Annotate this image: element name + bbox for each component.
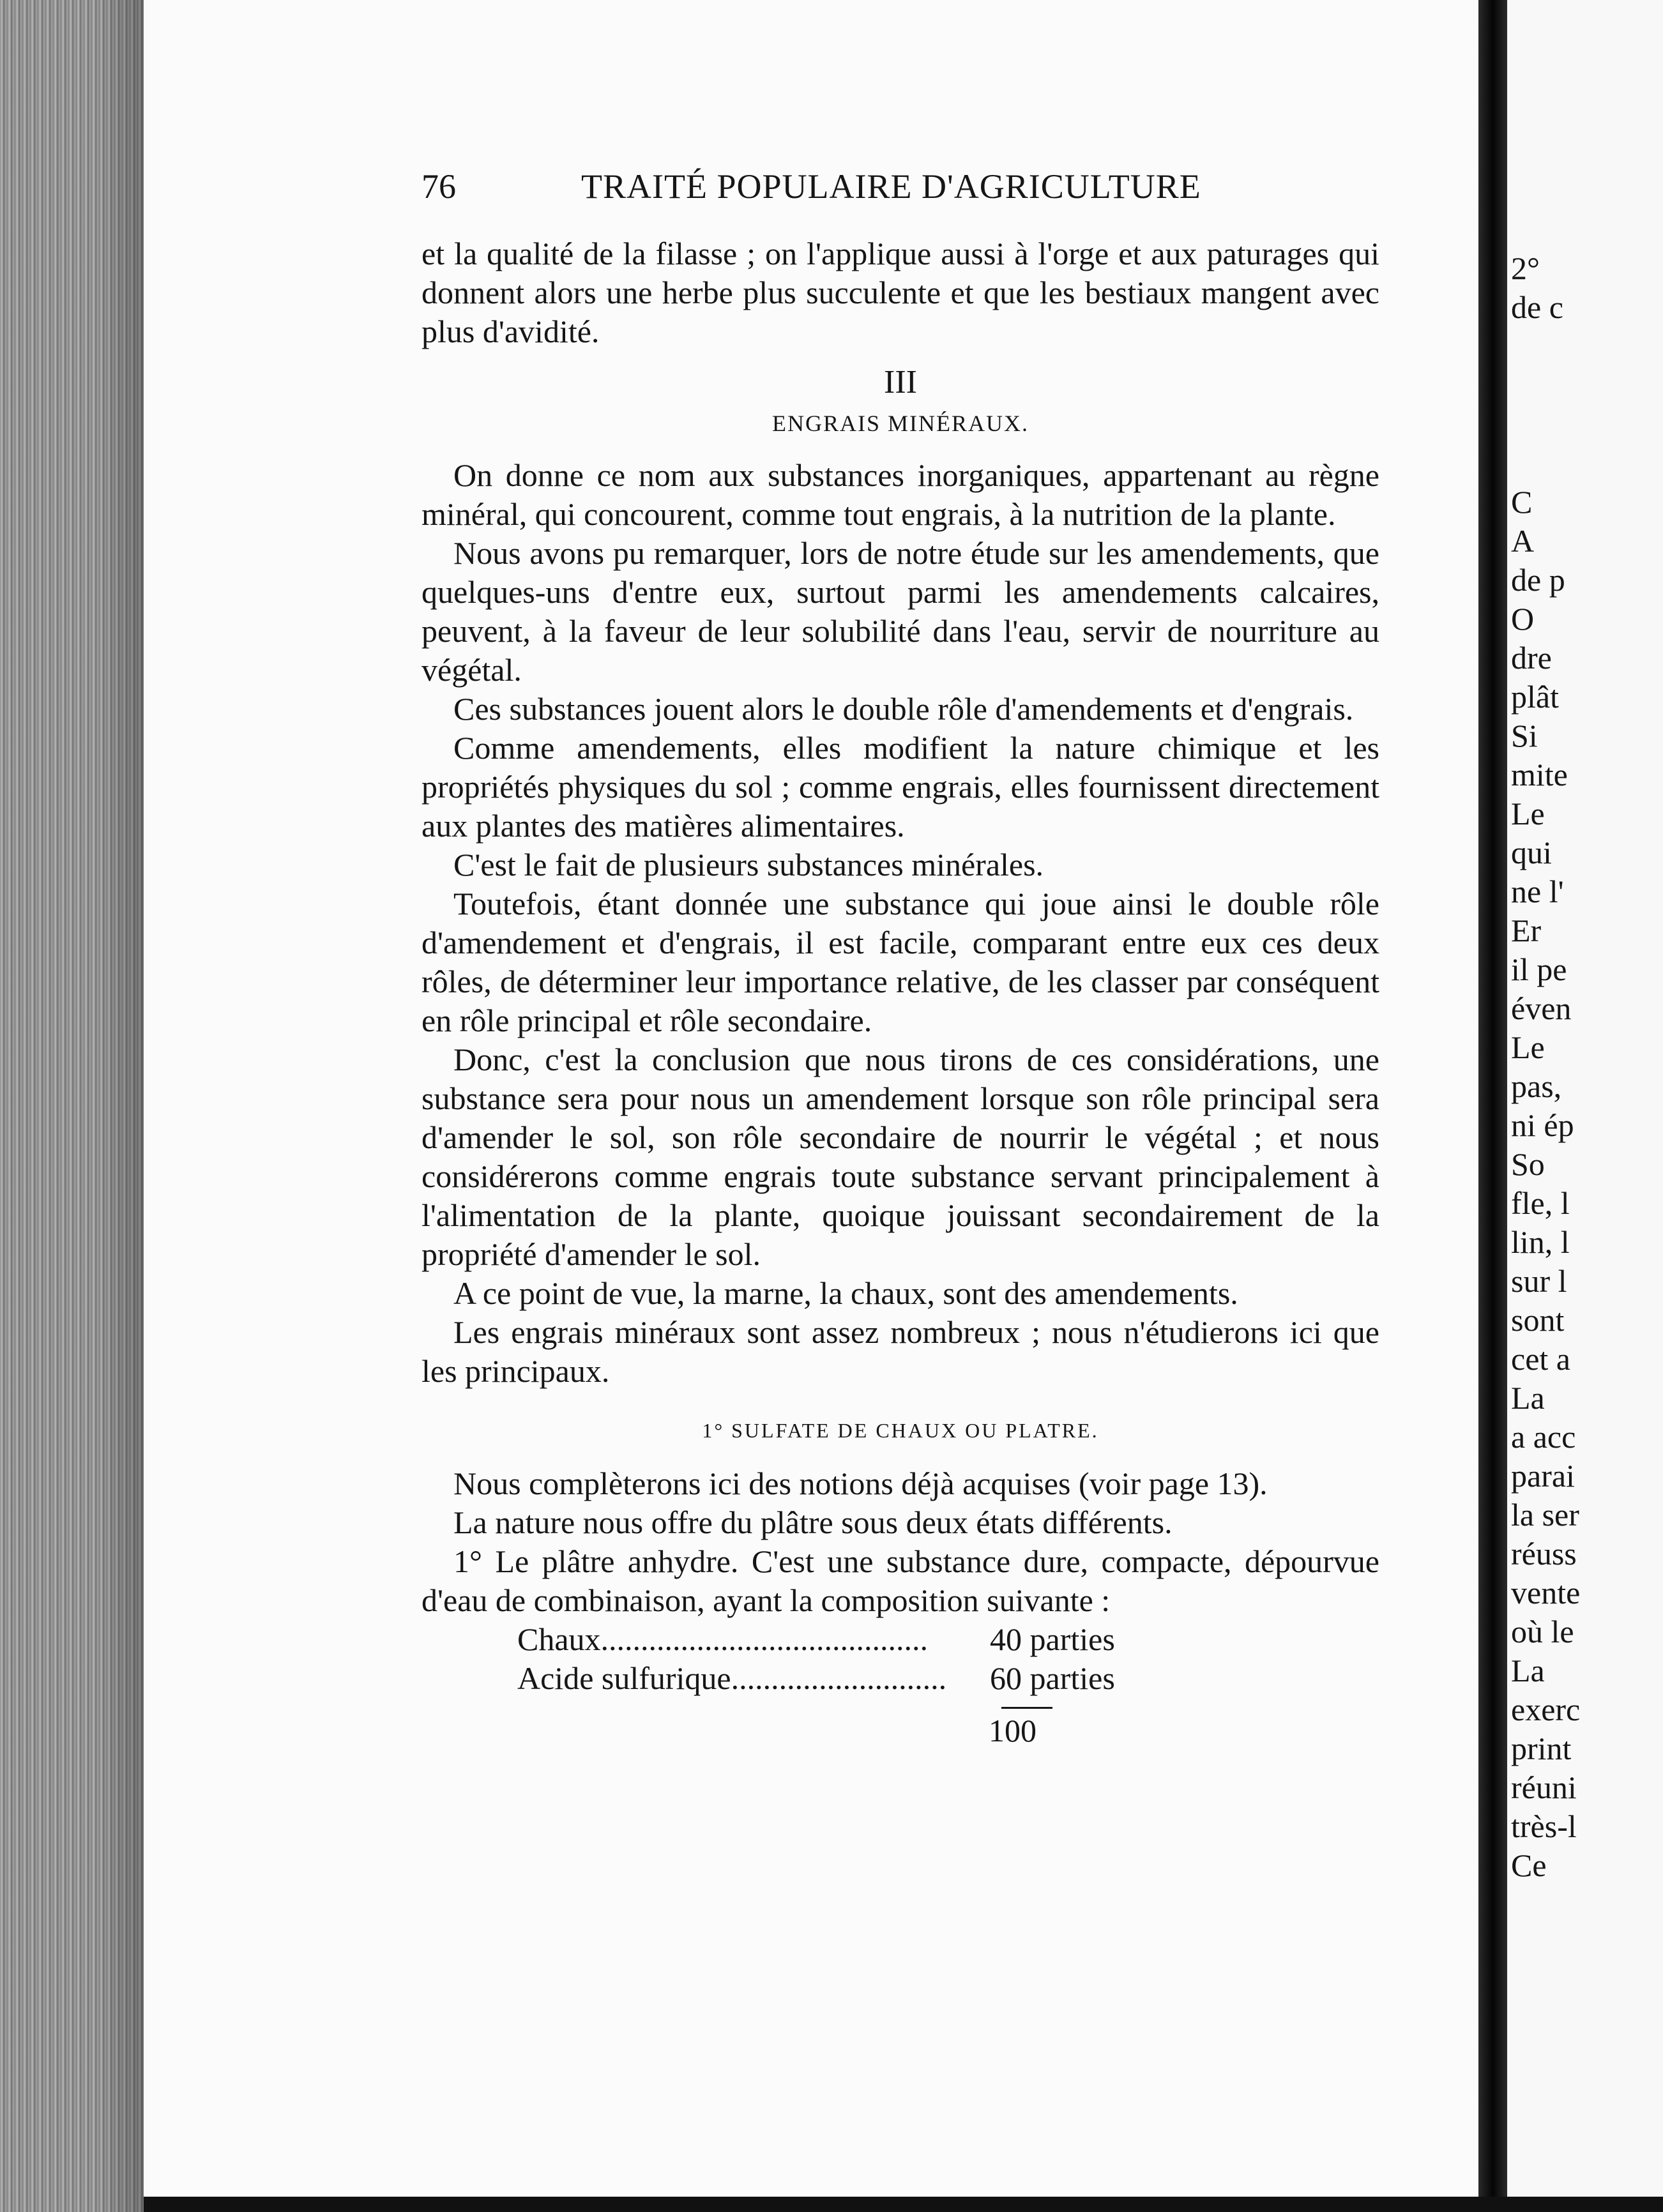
composition-row [517, 1620, 1379, 1659]
right-page-line: fle, l [1511, 1185, 1570, 1221]
right-page-line: La [1511, 1653, 1545, 1688]
right-page-line: ni ép [1511, 1107, 1574, 1143]
paragraph: et la qualité de la filasse ; on l'applique aussi à l'orge et aux paturages qui donnent alors une herbe plus succulente et que les bestiaux mangent avec plus d'avidité. [421, 236, 1379, 349]
right-page-line: Ce [1511, 1847, 1547, 1883]
composition-label: Acide sulfurique........................... [517, 1660, 947, 1696]
composition-total: 100 [989, 1713, 1037, 1748]
right-page-line: sur l [1511, 1263, 1567, 1299]
page-gutter [1478, 0, 1507, 2212]
composition-table [517, 1620, 1379, 1698]
paragraph: Comme amendements, elles modifient la nature chimique et les propriétés physiques du sol ; comme engrais, elles fournissent directement aux plantes des matières alimentaires. [421, 730, 1379, 844]
right-page-line: exerc [1511, 1692, 1581, 1727]
right-page-line: Si [1511, 718, 1538, 754]
right-page-line: lin, l [1511, 1224, 1570, 1260]
right-page-line: a acc [1511, 1419, 1576, 1455]
right-page-line: réuni [1511, 1769, 1577, 1805]
right-page-line: La [1511, 1380, 1545, 1416]
right-page-line [1507, 444, 1663, 483]
paragraph: Donc, c'est la conclusion que nous tirons de ces considérations, une substance sera pour nous un amendement lorsque son rôle principal sera d'amender le sol, son rôle secondaire de nourrir le végétal ; et nous considérerons comme engrais toute substance servant principalement à l'alimentation de la plante, quoique jouissant secondairement de la propriété d'amender le sol. [421, 1042, 1379, 1272]
right-page-line: de c [1511, 289, 1563, 325]
right-page-line: A [1511, 523, 1535, 559]
right-page-line: parai [1511, 1458, 1575, 1494]
composition-row [517, 1659, 1379, 1698]
right-page-line: 2° [1511, 250, 1540, 286]
right-page-line: de p [1511, 562, 1565, 598]
right-page-line: réuss [1511, 1536, 1577, 1572]
right-page-lines [1507, 249, 1663, 1885]
right-page-line: vente [1511, 1575, 1581, 1610]
paragraph: On donne ce nom aux substances inorganiques, appartenant au règne minéral, qui concourent, comme tout engrais, à la nutrition de la plante. [421, 457, 1379, 532]
right-page-line [1507, 366, 1663, 405]
paragraph: Nous complèterons ici des notions déjà acquises (voir page 13). [453, 1466, 1268, 1501]
paragraphs-subsection [421, 1464, 1379, 1620]
right-page-fragment [1507, 0, 1663, 2197]
composition-value: 60 parties [990, 1660, 1115, 1696]
paragraph: A ce point de vue, la marne, la chaux, sont des amendements. [453, 1275, 1238, 1311]
right-page-line: Er [1511, 913, 1542, 948]
right-page-line: la ser [1511, 1497, 1579, 1533]
bottom-shadow [144, 2197, 1663, 2212]
right-page-line: sont [1511, 1302, 1565, 1338]
right-page-line: Le [1511, 1029, 1545, 1065]
paragraph: Les engrais minéraux sont assez nombreux ; nous n'étudierons ici que les principaux. [421, 1314, 1379, 1389]
body-text [421, 234, 1379, 1750]
right-page-line: très-l [1511, 1808, 1577, 1844]
paragraph: Ces substances jouent alors le double rôle d'amendements et d'engrais. [453, 691, 1354, 727]
running-head [421, 167, 1379, 212]
paragraph: 1° Le plâtre anhydre. C'est une substance dure, compacte, dépourvue d'eau de combinaison, ayant la composition suivante : [421, 1543, 1379, 1618]
right-page-line: qui [1511, 835, 1552, 870]
right-page-line: So [1511, 1146, 1545, 1182]
composition-value: 40 parties [990, 1621, 1115, 1657]
paragraph: Toutefois, étant donnée une substance qui joue ainsi le double rôle d'amendement et d'engrais, il est facile, comparant entre eux ces deux rôles, de déterminer leur importance relative, de les classer par conséquent en rôle principal et rôle secondaire. [421, 886, 1379, 1038]
right-page-line: où le [1511, 1614, 1574, 1649]
right-page-line: pas, [1511, 1068, 1562, 1104]
running-title: TRAITÉ POPULAIRE D'AGRICULTURE [581, 167, 1201, 206]
paragraphs-before [421, 234, 1379, 351]
right-page-line [1507, 327, 1663, 366]
paragraphs-section [421, 456, 1379, 1391]
right-page-line: Le [1511, 796, 1545, 831]
right-page-line: il pe [1511, 951, 1567, 987]
right-page-line: ne l' [1511, 874, 1564, 909]
subsection-title: 1° SULFATE DE CHAUX OU PLATRE. [702, 1419, 1099, 1442]
section-number: III [884, 364, 917, 400]
right-page-line: mite [1511, 757, 1568, 792]
spine-shadow [96, 0, 144, 2212]
paragraph: La nature nous offre du plâtre sous deux états différents. [453, 1504, 1173, 1540]
right-page-line [1507, 405, 1663, 444]
paragraph: Nous avons pu remarquer, lors de notre étude sur les amendements, que quelques-uns d'entre eux, surtout parmi les amendements calcaires, peuvent, à la faveur de leur solubilité dans l'eau, servir de nourriture au végétal. [421, 535, 1379, 688]
right-page-line: cet a [1511, 1341, 1570, 1377]
section-title: ENGRAIS MINÉRAUX. [772, 411, 1029, 436]
page-number: 76 [421, 167, 456, 206]
right-page-line: print [1511, 1731, 1572, 1766]
composition-sum-rule [1001, 1707, 1052, 1709]
right-page-line: C [1511, 484, 1533, 520]
right-page-line: plât [1511, 679, 1559, 715]
composition-label: Chaux......................................... [517, 1621, 929, 1657]
paragraph: C'est le fait de plusieurs substances minérales. [453, 847, 1044, 883]
right-page-line: O [1511, 601, 1535, 637]
right-page-line: éven [1511, 990, 1572, 1026]
right-page-line: dre [1511, 640, 1552, 676]
